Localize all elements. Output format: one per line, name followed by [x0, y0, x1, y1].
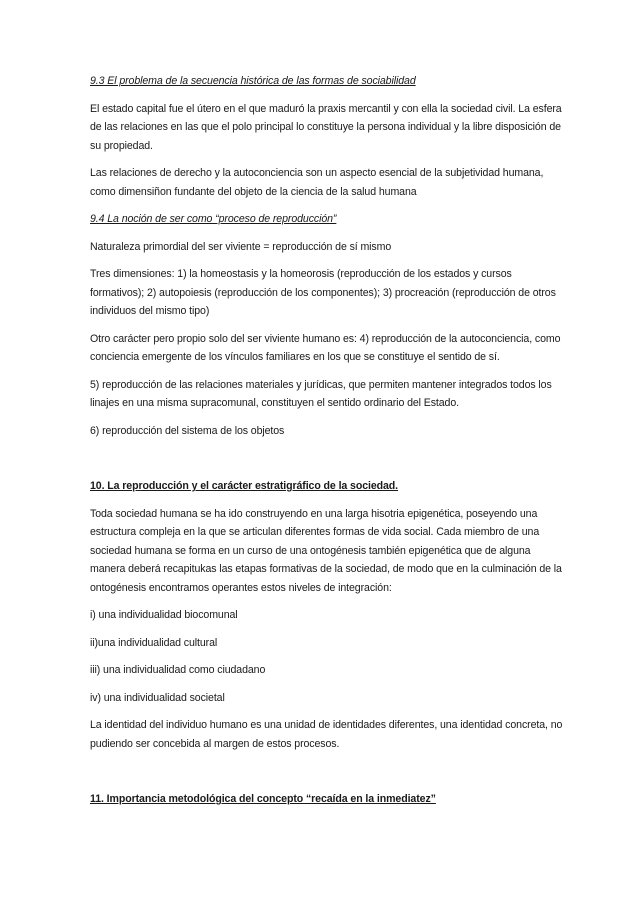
paragraph: Otro carácter pero propio solo del ser viviente humano es: 4) reproducción de la autoconciencia, como conciencia emergente de los vínculos familiares en los que se constituye el sentido de sí.	[90, 332, 561, 363]
list-item: iv) una individualidad societal	[90, 691, 225, 704]
paragraph: Toda sociedad humana se ha ido construyendo en una larga hisotria epigenética, poseyendo una estructura compleja en la que se articulan diferentes formas de vida social. Cada miembro de una sociedad humana se forma en un curso de una ontogénesis también epigenética que de alguna manera deberá recapitukas las etapas formativas de la sociedad, de modo que en la culminación de la ontogénesis encontramos operantes estos niveles de integración:	[90, 507, 562, 594]
paragraph: Tres dimensiones: 1) la homeostasis y la homeorosis (reproducción de los estados y cursos formativos); 2) autopoiesis (reproducción de los componentes); 3) procreación (reproducción de otros individuos del mismo tipo)	[90, 268, 556, 317]
section-10-heading: 10. La reproducción y el carácter estratigráfico de la sociedad.	[90, 480, 399, 492]
section-9-3-heading: 9.3 El problema de la secuencia histórica de las formas de sociabilidad	[90, 75, 416, 87]
paragraph: 5) reproducción de las relaciones materiales y jurídicas, que permiten mantener integrados todos los linajes en una misma supracomunal, constituyen el sentido ordinario del Estado.	[90, 378, 552, 409]
paragraph: La identidad del individuo humano es una unidad de identidades diferentes, una identidad concreta, no pudiendo ser concebida al margen de estos procesos.	[90, 719, 563, 750]
document-body	[90, 72, 565, 818]
paragraph: El estado capital fue el útero en el que maduró la praxis mercantil y con ella la sociedad civil. La esfera de las relaciones en las que el polo principal lo constituye la persona individual y la libre disposición de su propiedad.	[90, 102, 562, 152]
paragraph: 6) reproducción del sistema de los objetos	[90, 424, 285, 437]
spacer	[90, 762, 565, 790]
paragraph: Las relaciones de derecho y la autoconciencia son un aspecto esencial de la subjetividad humana, como dimensiñon fundante del objeto de la ciencia de la salud humana	[90, 167, 544, 198]
list-item: ii)una individualidad cultural	[90, 636, 218, 649]
list-item: i) una individualidad biocomunal	[90, 609, 238, 621]
section-9-4-heading: 9.4 La noción de ser como “proceso de reproducción”	[90, 213, 337, 225]
paragraph: Naturaleza primordial del ser viviente = reproducción de sí mismo	[90, 240, 392, 253]
spacer	[90, 449, 565, 477]
section-11-heading: 11. Importancia metodológica del concepto “recaída en la inmediatez”	[90, 793, 436, 805]
list-item: iii) una individualidad como ciudadano	[90, 664, 266, 676]
